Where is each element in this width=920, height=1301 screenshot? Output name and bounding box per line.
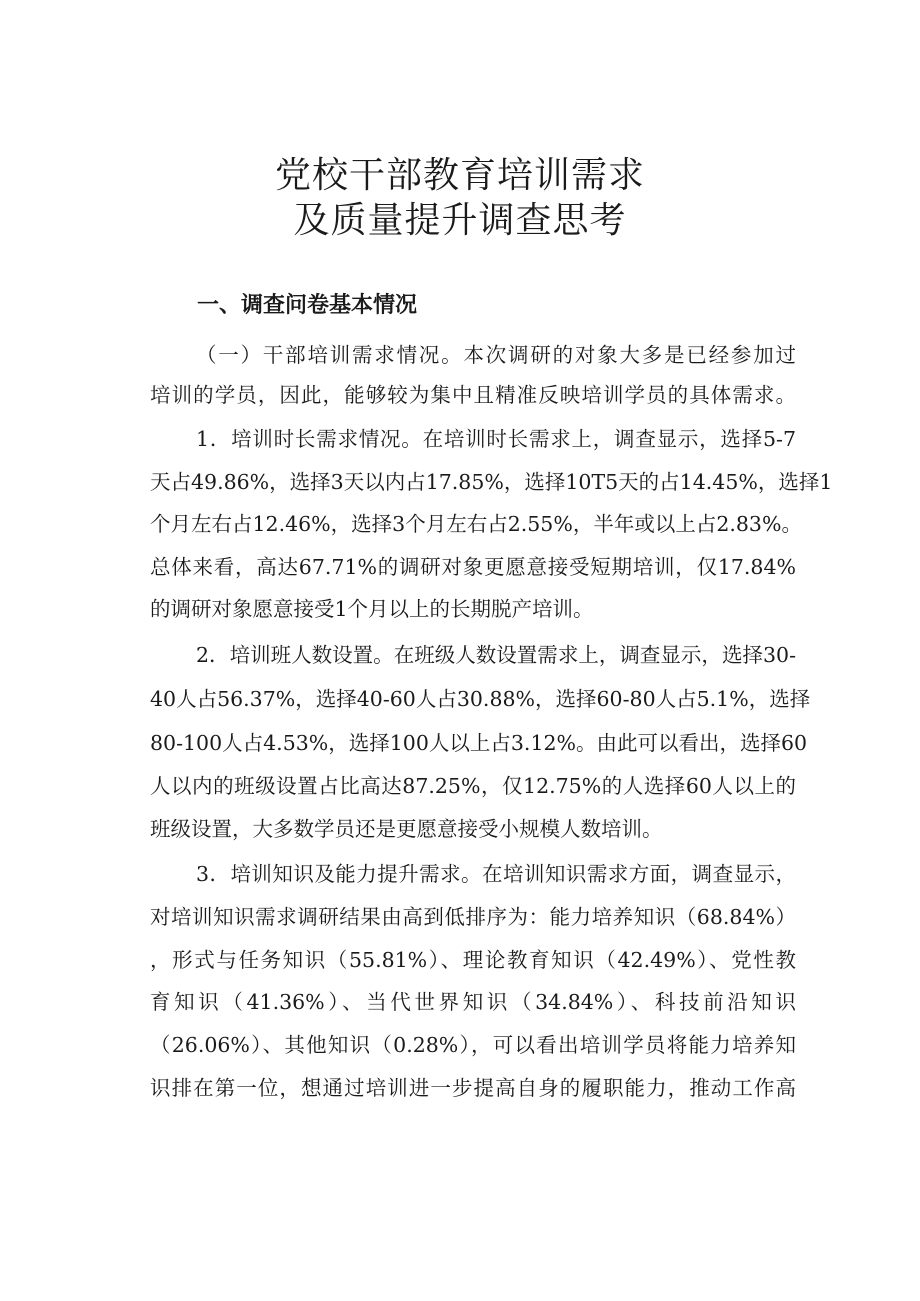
paragraph-line: 3．培训知识及能力提升需求。在培训知识需求方面，调查显示，	[196, 862, 796, 886]
paragraph-line: ，形式与任务知识（55.81%）、理论教育知识（42.49%）、党性教	[150, 948, 796, 972]
paragraph-line: 的调研对象愿意接受1个月以上的长期脱产培训。	[150, 597, 594, 621]
paragraph-line: 总体来看，高达67.71%的调研对象更愿意接受短期培训，仅17.84%	[150, 555, 796, 579]
document-title-line-1: 党校干部教育培训需求	[274, 155, 645, 196]
paragraph-line: 40人占56.37%，选择40-60人占30.88%，选择60-80人占5.1%，选择	[150, 687, 811, 711]
paragraph-line: 天占49.86%，选择3天以内占17.85%，选择10T5天的占14.45%，选择1	[150, 470, 833, 494]
paragraph-line: 人以内的班级设置占比高达87.25%，仅12.75%的人选择60人以上的	[150, 774, 796, 798]
paragraph-line: 对培训知识需求调研结果由高到低排序为：能力培养知识（68.84%）	[150, 905, 796, 929]
paragraph-line: 2．培训班人数设置。在班级人数设置需求上，调查显示，选择30-	[196, 643, 796, 667]
paragraph-line: 80-100人占4.53%，选择100人以上占3.12%。由此可以看出，选择60	[150, 731, 808, 755]
paragraph-line: 育知识（41.36%）、当代世界知识（34.84%）、科技前沿知识	[150, 990, 796, 1014]
paragraph-line: 个月左右占12.46%，选择3个月左右占2.55%，半年或以上占2.83%。	[150, 512, 802, 536]
paragraph-line: 班级设置，大多数学员还是更愿意接受小规模人数培训。	[150, 817, 663, 841]
paragraph-line: 识排在第一位，想通过培训进一步提高自身的履职能力，推动工作高	[150, 1076, 796, 1100]
document-title-line-2: 及质量提升调查思考	[293, 200, 627, 241]
paragraph-line: （26.06%）、其他知识（0.28%），可以看出培训学员将能力培养知	[150, 1033, 796, 1057]
paragraph-line: 培训的学员，因此，能够较为集中且精准反映培训学员的具体需求。	[150, 383, 796, 407]
section-heading: 一、调查问卷基本情况	[197, 293, 418, 318]
paragraph-line: （一）干部培训需求情况。本次调研的对象大多是已经参加过	[196, 343, 796, 367]
paragraph-line: 1．培训时长需求情况。在培训时长需求上，调查显示，选择5-7	[196, 427, 796, 451]
